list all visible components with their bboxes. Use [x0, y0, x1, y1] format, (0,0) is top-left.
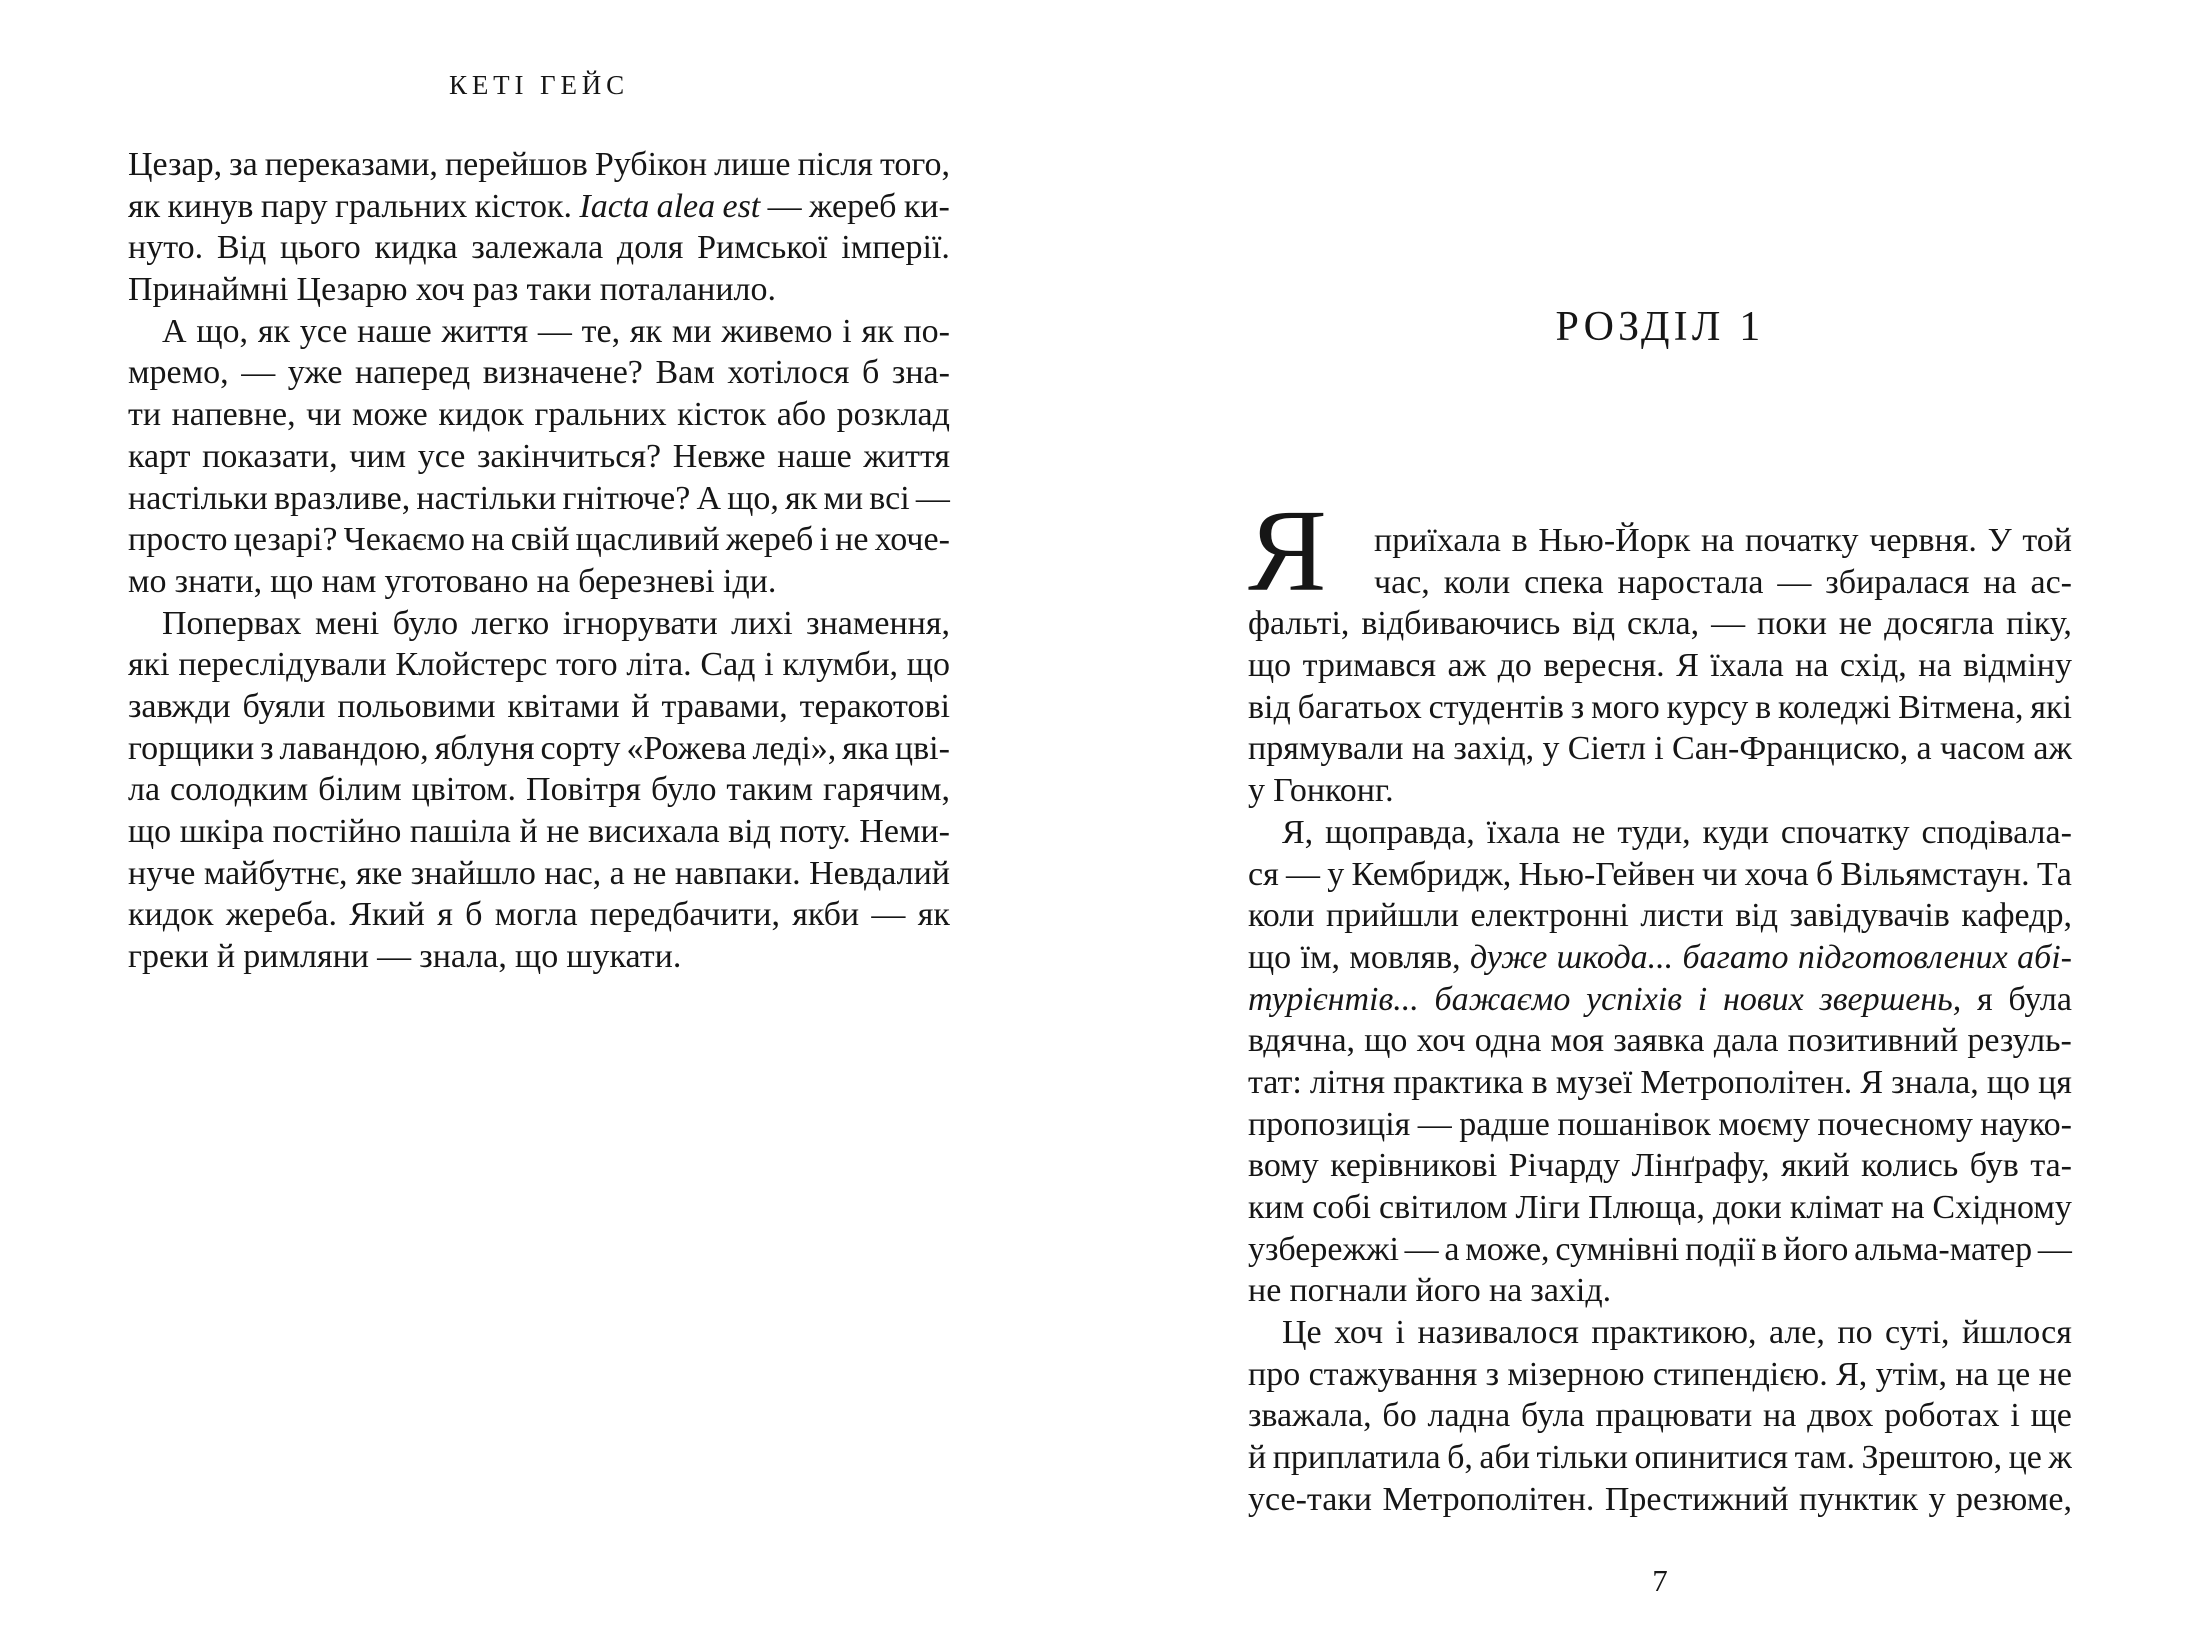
page-number: 7 [1652, 1563, 1668, 1598]
text-line: прямували на захід, у Сіетл і Сан-Франциско, а часом аж [1248, 730, 2072, 768]
text-line: Попервах мені було легко ігнорувати лихі знамення, [162, 604, 950, 642]
left-page-body [128, 144, 950, 978]
text-line: Цезар, за переказами, перейшов Рубікон лише після того, [128, 146, 950, 183]
text-line: що шкіра постійно пашіла й не висихала від поту. Неми- [128, 813, 950, 850]
right-page-body [1248, 520, 2072, 1521]
text-line: коли прийшли електронні листи від завідувачів кафедр, [1248, 897, 2072, 935]
text-line: що їм, мовляв, дуже шкода... багато підготовлених абі- [1248, 938, 2072, 976]
text-line: горщики з лавандою, яблуня сорту «Рожева леді», яка цві- [128, 729, 950, 767]
text-line: тат: літня практика в музеї Метрополітен. Я знала, що ця [1248, 1063, 2072, 1101]
text-line: А що, як усе наше життя — те, як ми живемо і як по- [162, 312, 950, 350]
text-line: мремо, — уже наперед визначене? Вам хотілося б зна- [128, 354, 950, 392]
text-line: Принаймні Цезарю хоч раз таки поталанило. [128, 271, 777, 309]
text-line: карт показати, чим усе закінчиться? Невже наше життя [128, 437, 950, 475]
right-page [1248, 0, 2072, 1650]
text-line: Це хоч і називалося практикою, але, по суті, йшлося [1282, 1314, 2072, 1352]
text-line: про стажування з мізерною стипендією. Я, утім, на це не [1248, 1355, 2072, 1393]
text-line: у Гонконг. [1248, 772, 1394, 810]
text-line: пропозиція — радше пошанівок моєму почесному науко- [1248, 1105, 2072, 1143]
text-line: ти напевне, чи може кидок гральних кісток або розклад [128, 396, 950, 434]
text-line: усе-таки Метрополітен. Престижний пунктик у резюме, [1248, 1480, 2072, 1518]
text-line: не погнали його на захід. [1248, 1272, 1612, 1310]
text-line: час, коли спека наростала — збиралася на ас- [1374, 563, 2072, 601]
text-line: турієнтів... бажаємо успіхів і нових звершень, я була [1248, 980, 2072, 1018]
text-line: ла солодким білим цвітом. Повітря було таким гарячим, [128, 771, 950, 809]
text-line: як кинув пару гральних кісток. Iacta alea est — жереб ки- [128, 187, 950, 225]
text-line: зважала, бо ладна була працювати на двох роботах і ще [1248, 1397, 2072, 1435]
text-line: ким собі світилом Ліги Плюща, доки клімат на Східному [1248, 1189, 2072, 1226]
text-line: просто цезарі? Чекаємо на свій щасливий жереб і не хоче- [128, 521, 950, 559]
text-line: нуче майбутнє, яке знайшло нас, а не навпаки. Невдалий [128, 854, 950, 892]
text-line: узбережжі — а може, сумнівні події в його альма-матер — [1248, 1230, 2072, 1268]
text-line: завжди буяли польовими квітами й травами, теракотові [128, 687, 950, 725]
text-line: мо знати, що нам уготовано на березневі іди. [128, 562, 777, 600]
text-line: фальті, відбиваючись від скла, — поки не досягла піку, [1248, 605, 2072, 643]
text-line: греки й римляни — знала, що шукати. [128, 938, 682, 976]
text-line: від багатьох студентів з мого курсу в коледжі Вітмена, які [1248, 688, 2072, 726]
drop-cap: Я [1248, 485, 1327, 616]
text-line: кидок жереба. Який я б могла передбачити, якби — як [128, 896, 950, 934]
chapter-heading: РОЗДІЛ 1 [1555, 304, 1765, 350]
text-line: ся — у Кембридж, Нью-Гейвен чи хоча б Вільямстаун. Та [1248, 855, 2072, 893]
text-line: які переслідували Клойстерс того літа. Сад і клумби, що [128, 646, 950, 684]
text-line: настільки вразливе, настільки гнітюче? А що, як ми всі — [128, 479, 950, 517]
text-line: Я, щоправда, їхала не туди, куди спочатку сподівала- [1282, 813, 2072, 851]
text-line: приїхала в Нью-Йорк на початку червня. У той [1374, 522, 2072, 559]
text-line: вдячна, що хоч одна моя заявка дала позитивний резуль- [1248, 1022, 2072, 1060]
text-line: що тримався аж до вересня. Я їхала на схід, на відміну [1248, 647, 2072, 685]
left-page [128, 0, 950, 1650]
text-line: вому керівникові Річарду Лінґрафу, який колись був та- [1248, 1147, 2072, 1185]
text-line: нуто. Від цього кидка залежала доля Римської імперії. [128, 229, 950, 267]
text-line: й приплатила б, аби тільки опинитися там. Зрештою, це ж [1248, 1439, 2072, 1477]
running-header: КЕТІ ГЕЙС [448, 70, 630, 100]
